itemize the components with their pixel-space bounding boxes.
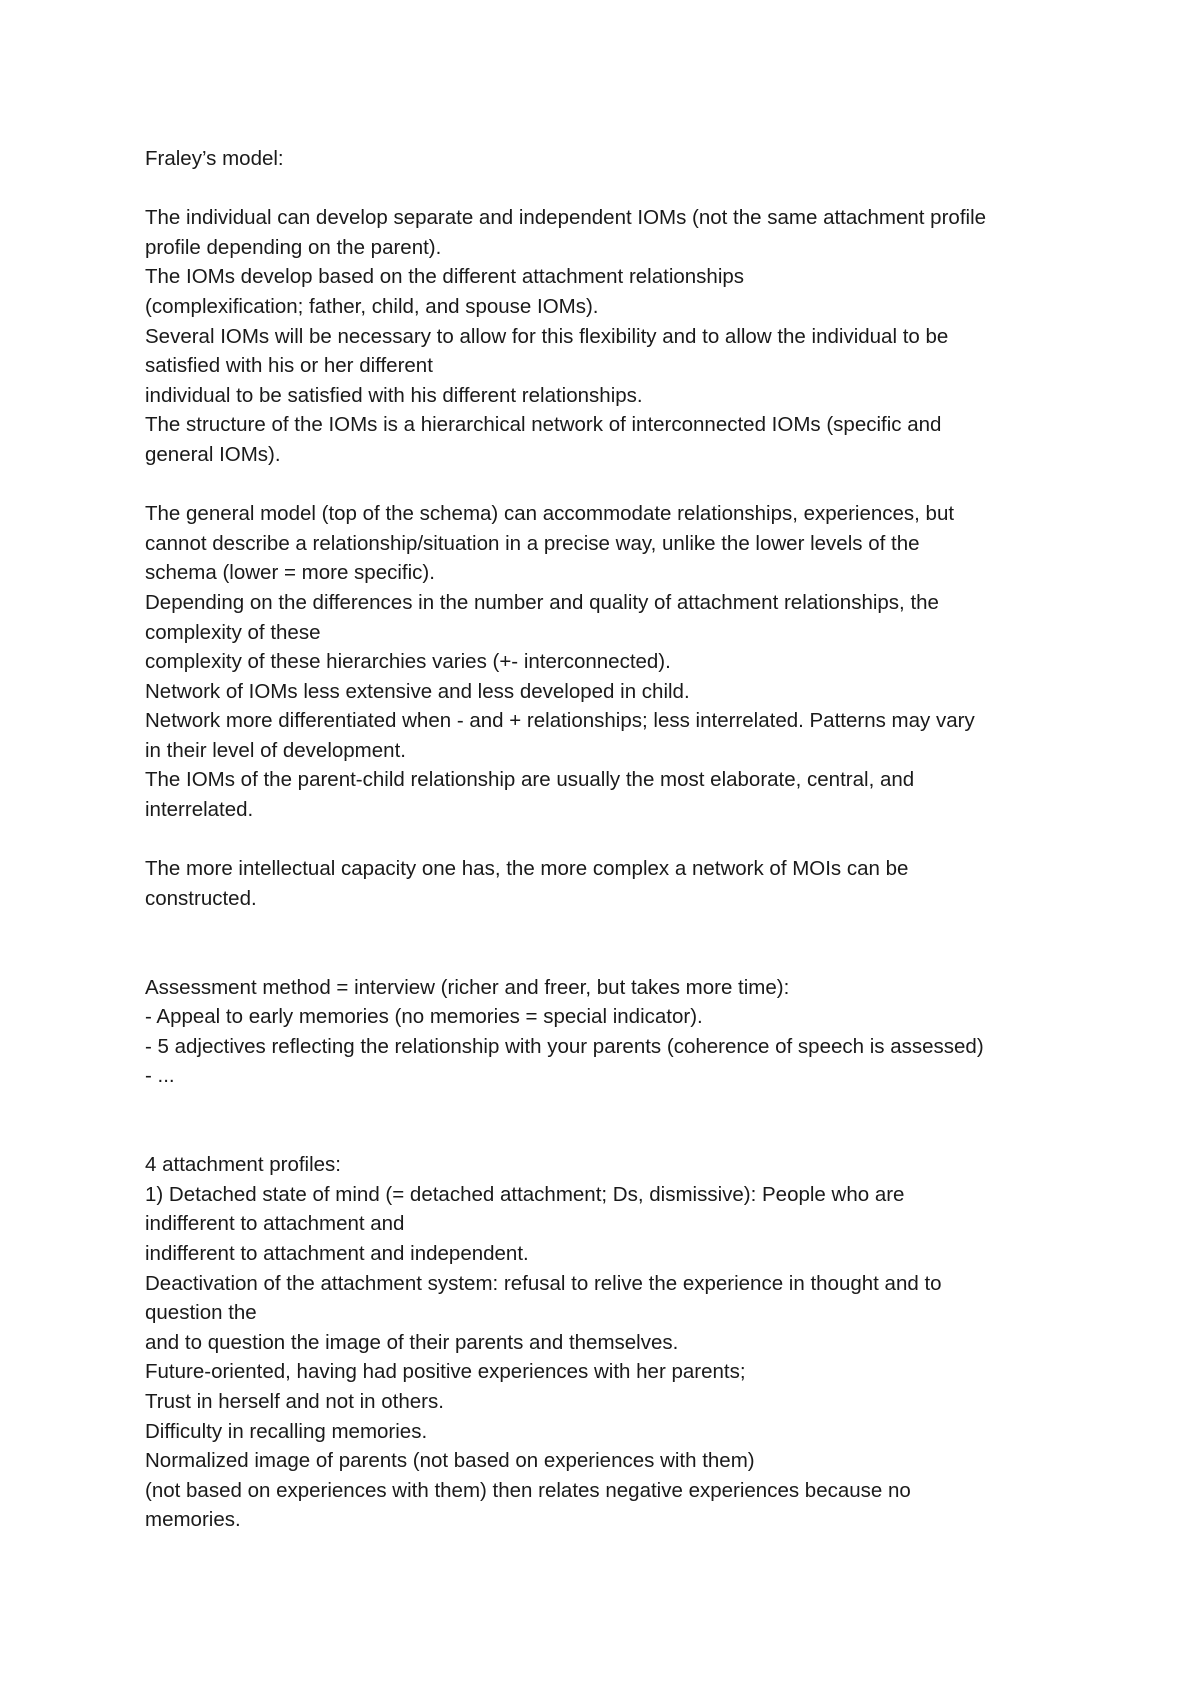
paragraph-gap: [145, 1091, 1080, 1150]
list-item: - ...: [145, 1064, 175, 1088]
paragraph-general-model: [145, 499, 1080, 825]
text-line: (not based on experiences with them) then relates negative experiences because no: [145, 1478, 911, 1502]
document-heading: [145, 144, 1080, 174]
text-line: question the: [145, 1301, 257, 1325]
text-line: complexity of these hierarchies varies (+- interconnected).: [145, 650, 671, 674]
text-line: The more intellectual capacity one has, the more complex a network of MOIs can be: [145, 857, 909, 881]
paragraph-iom-development: [145, 203, 1080, 469]
paragraph-intellectual-capacity: [145, 854, 1080, 913]
text-line: The structure of the IOMs is a hierarchical network of interconnected IOMs (specific and: [145, 413, 942, 437]
text-line: in their level of development.: [145, 738, 406, 762]
text-line: 4 attachment profiles:: [145, 1153, 341, 1177]
text-line: satisfied with his or her different: [145, 354, 433, 378]
paragraph-gap: [145, 913, 1080, 972]
text-line: Network of IOMs less extensive and less developed in child.: [145, 679, 690, 703]
text-line: memories.: [145, 1508, 241, 1532]
list-item: - Appeal to early memories (no memories = special indicator).: [145, 1005, 703, 1029]
text-line: cannot describe a relationship/situation in a precise way, unlike the lower levels of the: [145, 531, 920, 555]
text-line: Trust in herself and not in others.: [145, 1389, 444, 1413]
paragraph-assessment-method: [145, 973, 1080, 1091]
text-line: interrelated.: [145, 798, 254, 822]
paragraph-gap: [145, 174, 1080, 204]
text-line: Normalized image of parents (not based on experiences with them): [145, 1449, 755, 1473]
text-line: and to question the image of their parents and themselves.: [145, 1330, 679, 1354]
text-line: Several IOMs will be necessary to allow for this flexibility and to allow the individual to be: [145, 324, 949, 348]
text-line: 1) Detached state of mind (= detached attachment; Ds, dismissive): People who are: [145, 1182, 905, 1206]
text-line: Assessment method = interview (richer and freer, but takes more time):: [145, 975, 790, 999]
heading-line: Fraley’s model:: [145, 147, 284, 170]
text-line: constructed.: [145, 886, 257, 910]
text-line: individual to be satisfied with his different relationships.: [145, 383, 643, 407]
text-line: profile depending on the parent).: [145, 235, 442, 259]
paragraph-gap: [145, 825, 1080, 855]
text-line: complexity of these: [145, 620, 321, 644]
text-line: Future-oriented, having had positive experiences with her parents;: [145, 1360, 746, 1384]
paragraph-attachment-profiles: [145, 1150, 1080, 1535]
text-line: Deactivation of the attachment system: refusal to relive the experience in thought and to: [145, 1271, 942, 1295]
text-line: The IOMs of the parent-child relationship are usually the most elaborate, central, and: [145, 768, 915, 792]
text-line: Network more differentiated when - and + relationships; less interrelated. Patterns may vary: [145, 709, 975, 733]
text-line: The individual can develop separate and independent IOMs (not the same attachment profile: [145, 206, 987, 230]
text-line: (complexification; father, child, and spouse IOMs).: [145, 294, 599, 318]
text-line: The general model (top of the schema) can accommodate relationships, experiences, but: [145, 502, 955, 526]
text-line: Depending on the differences in the number and quality of attachment relationships, the: [145, 590, 939, 614]
list-item: - 5 adjectives reflecting the relationship with your parents (coherence of speech is assessed): [145, 1034, 984, 1058]
text-line: The IOMs develop based on the different attachment relationships: [145, 265, 745, 289]
document-body: [145, 144, 1080, 1535]
paragraph-gap: [145, 470, 1080, 500]
text-line: schema (lower = more specific).: [145, 561, 435, 585]
text-line: indifferent to attachment and independent.: [145, 1241, 529, 1265]
text-line: Difficulty in recalling memories.: [145, 1419, 428, 1443]
text-line: indifferent to attachment and: [145, 1212, 405, 1236]
text-line: general IOMs).: [145, 442, 281, 466]
